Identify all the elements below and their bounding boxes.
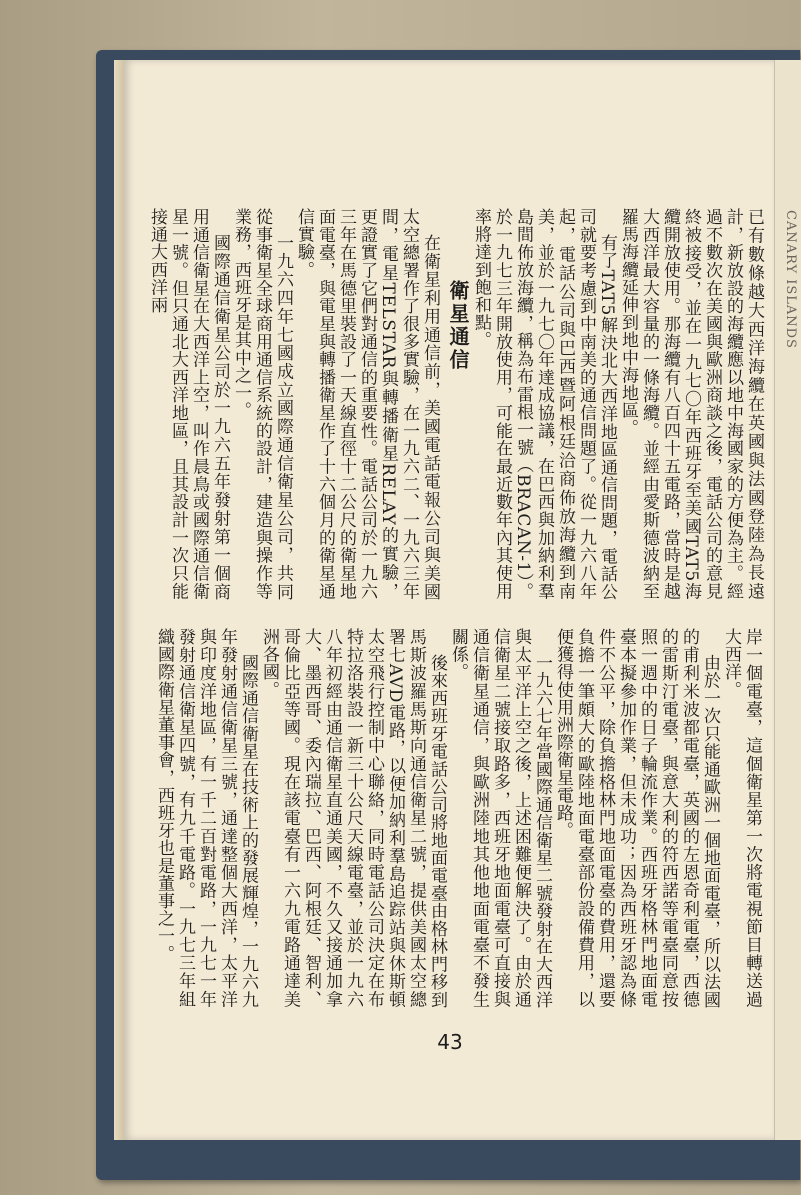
paragraph: 一九六七年當國際通信衛星二號發射在大西洋與太平洋上空之後，上述困難便解決了。由於通信衛星二號接取路多，西班牙地面電臺可直接與通信衛星通信，與歐洲陸地其他地面電臺不發生關係。	[448, 628, 552, 1008]
paragraph: 在衛星利用通信前，美國電話電報公司與美國太空總署作了很多實驗，在一九六二、一九六三年間，電星TELSTAR與轉播衛星RELAY的實驗，更證實了它們對通信的重要性。電話公司於一九六三年在馬德里裝設了一天線直徑十二公尺的衛星地面電臺，與電星與轉播衛星作了十六個月的衛星通信實驗。	[294, 208, 440, 600]
paragraph: 岸一個電臺，這個衛星第一次將電視節目轉送過大西洋。	[721, 628, 762, 1008]
paragraph: 一九六四年七國成立國際通信衛星公司，共同從事衛星全球商用通信系統的設計，建造與操作等業務，西班牙是其中之一。	[231, 208, 293, 600]
upper-text-block	[147, 208, 764, 600]
paragraph: 國際通信衛星公司於一九六五年發射第一個商用通信衛星在大西洋上空，叫作晨鳥或國際通信衛星一號。但只通北大西洋地區，且其設計一次只能接通大西洋兩	[147, 208, 230, 600]
page-number: 43	[437, 1030, 463, 1054]
adjacent-page-edge	[774, 60, 801, 1140]
paragraph: 由於一次只能通歐洲一個地面電臺，所以法國的甫利米波都電臺，英國的左恩奇利電臺，西德的雷斯汀電臺，與意大利的符西諾等電臺同意按照一週中的日子輪流作業。西班牙格林門地面電臺本擬參加作業，但未成功；因為西班牙認為條件不公平，除負擔格林門地面電臺的費用，還要負擔一筆頗大的歐陸地面電臺部份設備費用，以便獲得使用洲際衛星電路。	[553, 628, 720, 1008]
section-heading: 衛星通信	[446, 280, 470, 372]
paragraph: 後來西班牙電話公司將地面電臺由格林門移到馬斯波羅馬斯向通信衛星二號，提供美國太空總署七AVD電路，以便加納利羣島追踪站與休斯頓太空飛行控制中心聯絡，同時電話公司決定在布特拉洛裝設一新三十公尺天線電臺，並於一九六八年初經由通信衛星直通美國，不久又接通加拿大、墨西哥、委內瑞拉、巴西、阿根廷、智利、哥倫比亞等國。現在該電臺有一六九電路通達美洲各國。	[259, 628, 447, 1008]
adjacent-page-text: CANARY ISLANDS	[783, 210, 798, 349]
paragraph: 有了TAT5解決北大西洋地區通信問題，電話公司就要考慮到中南美的通信問題了。從一九六八年起，電話公司與巴西暨阿根廷洽商佈放海纜到南美，並於一九七〇年達成協議，在巴西與加納利羣島間佈放海纜，稱為布雷根一號（BRACAN-1）。於一九七三年開放使用，可能在最近數年內其使用率將達到飽和點。	[471, 208, 617, 600]
paragraph: 國際通信衛星在技術上的發展輝煌，一九六九年發射通信衛星三號，通達整個大西洋，太平洋與印度洋地區，有一千二百對電路，一九七一年發射通信衛星四號，有九千電路。一九七三年組織國際衛星董事會，西班牙也是董事之一。	[154, 628, 258, 1008]
lower-text-block	[154, 628, 762, 1008]
paragraph: 已有數條越大西洋海纜在英國與法國登陸為長遠計，新放設的海纜應以地中海國家的方便為主。經過不數次在美國與歐洲商談之後，電話公司的意見終被接受，並在一九七〇年西班牙至美國TAT5海纜開放使用。那海纜有八百四十五電路，當時是越大西洋最大容量的一條海纜。並經由愛斯德波納至羅馬海纜延伸到地中海地區。	[618, 208, 764, 600]
